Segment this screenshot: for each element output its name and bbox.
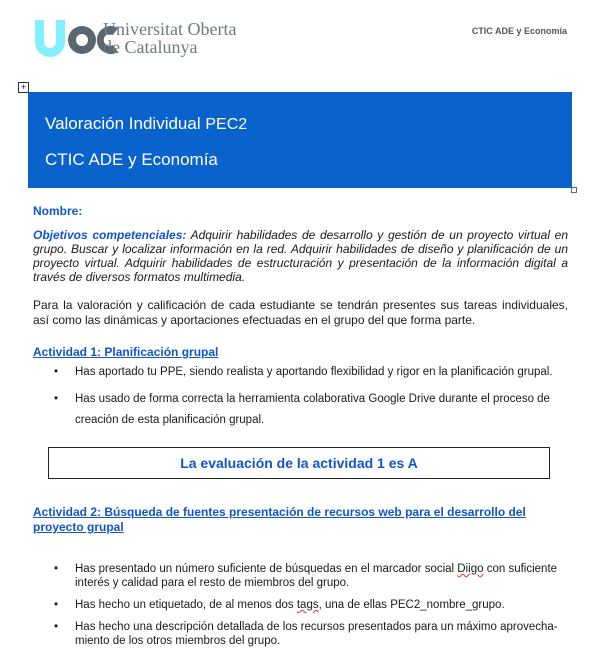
title-banner (28, 92, 572, 188)
bullet-icon: • (54, 621, 59, 633)
table-move-handle-icon[interactable]: + (18, 82, 29, 93)
objetivos-label: Objetivos competenciales: (33, 228, 187, 242)
actividad-1-list (33, 362, 568, 437)
bullet-icon: • (54, 366, 59, 378)
objetivos-paragraph (33, 228, 568, 284)
banner-title (45, 114, 247, 134)
list-item (33, 389, 568, 431)
spellcheck-word: Diigo (457, 563, 484, 575)
nombre-label: Nombre: (33, 204, 83, 218)
list-item-text (75, 563, 557, 589)
bullet-icon: • (54, 563, 59, 575)
list-item (33, 562, 568, 590)
list-item-text: Has hecho una descripción detallada de los recursos presentados para un máximo aprovecha-miento de los otros miembros del grupo. (75, 621, 558, 647)
logo-line-1: Universitat Oberta (103, 19, 237, 39)
spellcheck-word: tags (296, 599, 319, 611)
list-item-text: Has usado de forma correcta la herramienta colaborativa Google Drive durante el proceso de creación de esta planificación grupal. (75, 393, 550, 426)
list-item (33, 362, 568, 383)
banner-subtitle: CTIC ADE y Economía (45, 150, 218, 169)
actividad-1-title: Actividad 1: Planificación grupal (33, 345, 219, 359)
logo-line-2: de Catalunya (103, 37, 198, 57)
actividad-2-title: Actividad 2: Búsqueda de fuentes presentación de recursos web para el desarrollo del proyecto grupal (33, 505, 526, 534)
text-segment: Has presentado un número suficiente de búsquedas en el marcador social (75, 563, 458, 575)
text-segment: con suficiente interés y calidad para el resto de miembros del grupo. (75, 563, 558, 589)
logo-text (103, 20, 236, 56)
list-item (33, 620, 568, 648)
header-course: CTIC ADE y Economía (471, 26, 567, 36)
text-segment: , una de ellas PEC2_nombre_grupo. (318, 599, 505, 611)
bullet-icon: • (54, 599, 59, 611)
list-item (33, 598, 568, 612)
actividad-2-list (33, 562, 568, 656)
banner-title-suffix: PEC2 (205, 116, 248, 133)
list-item-text (75, 599, 505, 611)
bullet-icon: • (54, 393, 59, 405)
intro-paragraph: Para la valoración y calificación de cada estudiante se tendrán presentes sus tareas individuales, así como las dinámicas y aportaciones efectuadas en el grupo del que forma parte. (33, 298, 568, 327)
table-resize-handle[interactable] (571, 187, 577, 193)
evaluation-box: La evaluación de la actividad 1 es A (48, 447, 550, 479)
objetivos-text: Adquirir habilidades de desarrollo y gestión de un proyecto virtual en grupo. Buscar y localizar información en la red. Adquirir habilidades de diseño y planificación de un proyecto virtual. Adquirir habilidades de estructuración y presentación de la información digital a través de diversos formatos multimedia. (33, 228, 568, 284)
list-item-text: Has aportado tu PPE, siendo realista y aportando flexibilidad y rigor en la planificación grupal. (75, 366, 553, 378)
text-segment: Has hecho un etiquetado, de al menos dos (75, 599, 297, 611)
banner-title-main: Valoración Individual (45, 114, 201, 133)
